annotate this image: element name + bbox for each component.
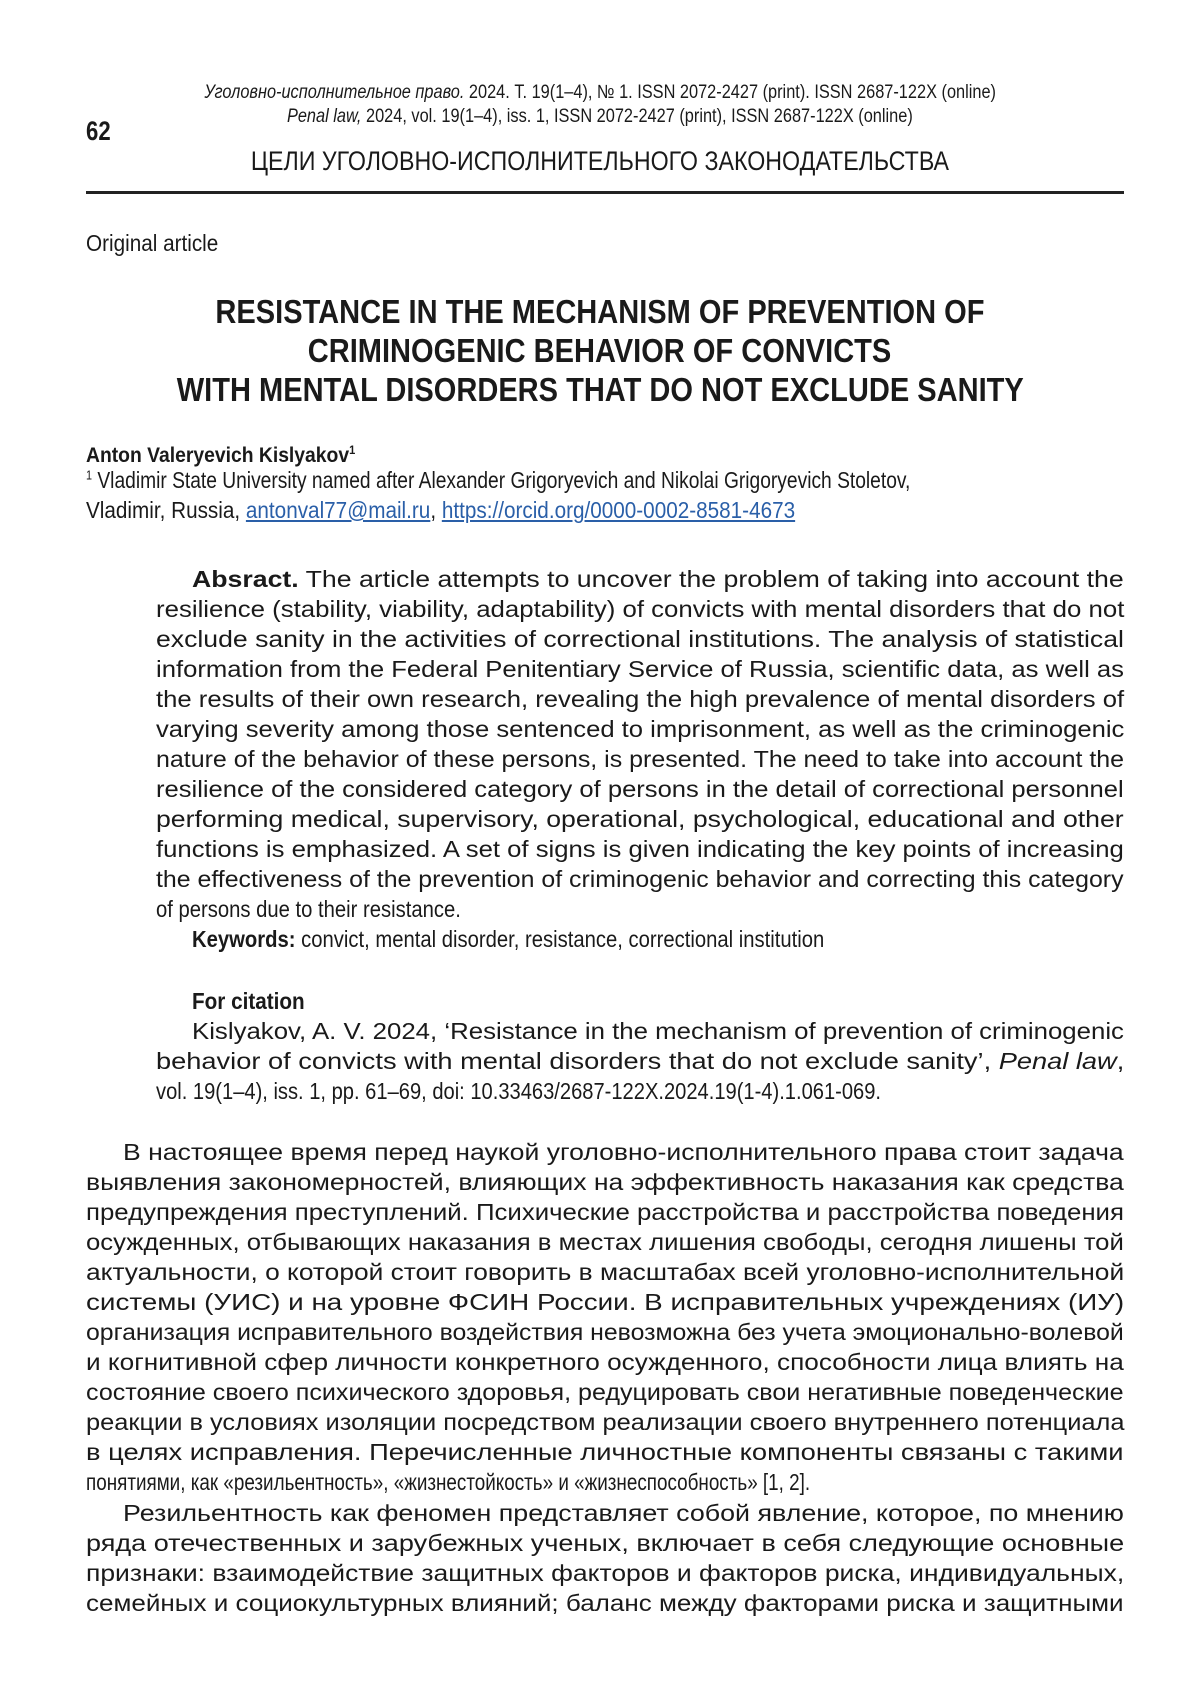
affiliation-line-1 <box>86 467 910 494</box>
journal-details-en: 2024, vol. 19(1–4), iss. 1, ISSN 2072-2427 (print), ISSN 2687-122X (online) <box>361 106 913 127</box>
body-line: Резильентность как феномен представляет собой явление, которое, по мнению <box>123 1500 1124 1526</box>
section-title <box>0 146 1200 177</box>
abstract-line <box>192 566 1124 593</box>
title-line: CRIMINOGENIC BEHAVIOR OF CONVICTS <box>308 332 892 369</box>
article-type: Original article <box>86 230 219 256</box>
author-orcid-link[interactable]: https://orcid.org/0000-0002-8581-4673 <box>441 497 796 523</box>
journal-name-ru: Уголовно-исполнительное право. <box>204 82 465 103</box>
body-line: в целях исправления. Перечисленные личностные компоненты связаны с такими <box>86 1439 1124 1465</box>
abstract-line: nature of the behavior of these persons, is presented. The need to take into account the <box>156 746 1125 772</box>
page-number: 62 <box>86 116 111 146</box>
abstract-line: functions is emphasized. A set of signs is given indicating the key points of increasing <box>156 836 1124 862</box>
abstract-line: the effectiveness of the prevention of criminogenic behavior and correcting this category <box>156 866 1124 892</box>
body-line: системы (УИС) и на уровне ФСИН России. В исправительных учреждениях (ИУ) <box>86 1289 1125 1315</box>
section-title-text: ЦЕЛИ УГОЛОВНО-ИСПОЛНИТЕЛЬНОГО ЗАКОНОДАТЕЛЬСТВА <box>250 146 950 176</box>
journal-name-en: Penal law, <box>287 106 362 127</box>
title-line: WITH MENTAL DISORDERS THAT DO NOT EXCLUDE SANITY <box>176 371 1024 408</box>
body-line: реакции в условиях изоляции посредством реализации своего внутреннего потенциала <box>86 1409 1125 1435</box>
body-line: организация исправительного воздействия невозможна без учета эмоционально-волевой <box>86 1319 1124 1345</box>
author-affiliation-marker: 1 <box>349 443 356 457</box>
keywords-text: convict, mental disorder, resistance, correctional institution <box>295 926 825 952</box>
abstract-text: The article attempts to uncover the problem of taking into account the <box>298 566 1124 592</box>
running-header-ru <box>0 82 1200 104</box>
abstract-line: exclude sanity in the activities of correctional institutions. The analysis of statistical <box>156 626 1124 652</box>
body-line: В настоящее время перед наукой уголовно-исполнительного права стоит задача <box>123 1139 1124 1165</box>
author-name-text: Anton Valeryevich Kislyakov <box>86 444 350 467</box>
abstract-label: Absract. <box>192 566 299 592</box>
body-line: актуальности, о которой стоит говорить в масштабах всей уголовно-исполнительной <box>86 1259 1125 1285</box>
affiliation-text: Vladimir State University named after Alexander Grigoryevich and Nikolai Grigoryevich Stoletov, <box>97 467 911 493</box>
article-title <box>0 292 1200 409</box>
running-header-en <box>0 106 1200 128</box>
author-email-link[interactable]: antonval77@mail.ru <box>245 497 431 523</box>
abstract-line: resilience (stability, viability, adaptability) of convicts with mental disorders that do not <box>156 596 1125 622</box>
body-line: предупреждения преступлений. Психические расстройства и расстройства поведения <box>86 1199 1124 1225</box>
citation-line: Kislyakov, A. V. 2024, ‘Resistance in the mechanism of prevention of criminogenic <box>192 1018 1124 1044</box>
citation-doi-line: vol. 19(1–4), iss. 1, pp. 61–69, doi: 10.33463/2687-122X.2024.19(1-4).1.061-069. <box>156 1078 882 1104</box>
author-name <box>86 443 355 468</box>
separator: , <box>430 497 442 523</box>
title-line: RESISTANCE IN THE MECHANISM OF PREVENTION OF <box>215 293 985 330</box>
affiliation-line-2 <box>86 497 795 524</box>
keywords <box>192 926 824 953</box>
affiliation-marker: 1 <box>86 467 93 483</box>
keywords-label: Keywords: <box>192 926 296 952</box>
citation-line <box>156 1048 1124 1075</box>
journal-details-ru: 2024. Т. 19(1–4), № 1. ISSN 2072-2427 (print). ISSN 2687-122X (online) <box>464 82 996 103</box>
affiliation-location: Vladimir, Russia, <box>86 497 246 523</box>
abstract-line: of persons due to their resistance. <box>156 896 461 922</box>
abstract-line: performing medical, supervisory, operational, psychological, educational and other <box>156 806 1124 832</box>
citation-journal: Penal law <box>998 1048 1117 1074</box>
body-line: выявления закономерностей, влияющих на эффективность наказания как средства <box>86 1169 1124 1195</box>
abstract-line: the results of their own research, revealing the high prevalence of mental disorders of <box>156 686 1125 712</box>
body-line: состояние своего психического здоровья, редуцировать свои негативные поведенческие <box>86 1379 1124 1405</box>
citation-punct: , <box>1116 1048 1125 1074</box>
body-line: признаки: взаимодействие защитных факторов и факторов риска, индивидуальных, <box>86 1560 1125 1586</box>
body-line: понятиями, как «резильентность», «жизнестойкость» и «жизнеспособность» [1, 2]. <box>86 1469 811 1495</box>
citation-label: For citation <box>192 988 305 1014</box>
abstract-line: information from the Federal Penitentiary Service of Russia, scientific data, as well as <box>156 656 1124 682</box>
body-line: ряда отечественных и зарубежных ученых, включает в себя следующие основные <box>86 1530 1125 1556</box>
body-line: и когнитивной сфер личности конкретного осужденного, способности лица влиять на <box>86 1349 1124 1375</box>
abstract-line: resilience of the considered category of persons in the detail of correctional personnel <box>156 776 1124 802</box>
abstract-line: varying severity among those sentenced to imprisonment, as well as the criminogenic <box>156 716 1125 742</box>
citation-text: behavior of convicts with mental disorders that do not exclude sanity’, <box>156 1048 999 1074</box>
body-line: семейных и социокультурных влияний; баланс между факторами риска и защитными <box>86 1590 1124 1616</box>
body-line: осужденных, отбывающих наказания в местах лишения свободы, сегодня лишены той <box>86 1229 1124 1255</box>
header-divider <box>86 191 1124 194</box>
